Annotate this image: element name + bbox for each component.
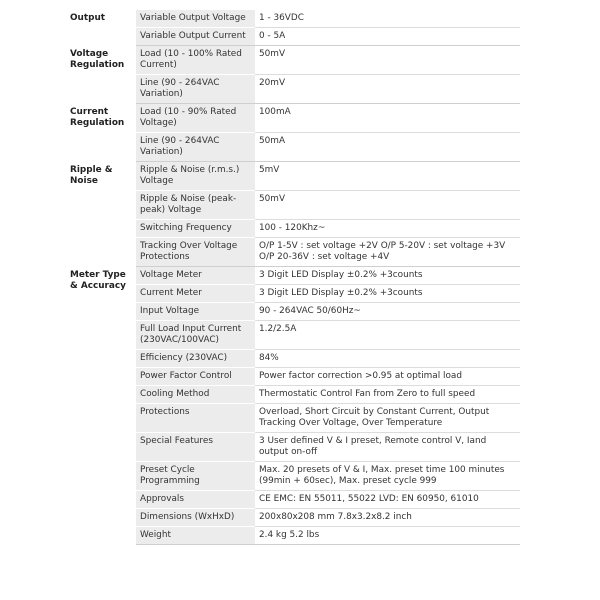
parameter-name: Line (90 - 264VAC Variation)	[136, 133, 255, 162]
category-label: Voltage Regulation	[70, 48, 125, 70]
parameter-name: Approvals	[136, 491, 255, 509]
parameter-name: Protections	[136, 404, 255, 433]
parameter-value: CE EMC: EN 55011, 55022 LVD: EN 60950, 61010	[255, 491, 520, 509]
table-row	[66, 10, 520, 28]
table-row	[66, 104, 520, 133]
parameter-name: Switching Frequency	[136, 220, 255, 238]
parameter-value: 50mV	[255, 191, 520, 220]
parameter-value: 3 User defined V & I preset, Remote control V, Iand output on-off	[255, 433, 520, 462]
parameter-name: Voltage Meter	[136, 267, 255, 285]
parameter-name: Ripple & Noise (peak-peak) Voltage	[136, 191, 255, 220]
parameter-value: Max. 20 presets of V & I, Max. preset time 100 minutes (99min + 60sec), Max. preset cycle 999	[255, 462, 520, 491]
specifications-table	[66, 10, 520, 545]
parameter-name: Load (10 - 100% Rated Current)	[136, 46, 255, 75]
parameter-value: 84%	[255, 350, 520, 368]
parameter-name: Full Load Input Current (230VAC/100VAC)	[136, 321, 255, 350]
parameter-name: Line (90 - 264VAC Variation)	[136, 75, 255, 104]
parameter-name: Special Features	[136, 433, 255, 462]
parameter-name: Preset Cycle Programming	[136, 462, 255, 491]
parameter-name: Power Factor Control	[136, 368, 255, 386]
category-label: Meter Type & Accuracy	[70, 269, 126, 291]
parameter-value: Thermostatic Control Fan from Zero to full speed	[255, 386, 520, 404]
parameter-value: O/P 1-5V : set voltage +2V O/P 5-20V : set voltage +3V O/P 20-36V : set voltage +4V	[255, 238, 520, 267]
parameter-value: 5mV	[255, 162, 520, 191]
parameter-name: Input Voltage	[136, 303, 255, 321]
parameter-name: Tracking Over Voltage Protections	[136, 238, 255, 267]
parameter-value: Power factor correction >0.95 at optimal load	[255, 368, 520, 386]
parameter-value: 1.2/2.5A	[255, 321, 520, 350]
parameter-value: 1 - 36VDC	[255, 10, 520, 28]
parameter-name: Efficiency (230VAC)	[136, 350, 255, 368]
parameter-name: Variable Output Voltage	[136, 10, 255, 28]
parameter-value: Overload, Short Circuit by Constant Current, Output Tracking Over Voltage, Over Temperature	[255, 404, 520, 433]
table-row	[66, 267, 520, 285]
parameter-name: Current Meter	[136, 285, 255, 303]
parameter-name: Cooling Method	[136, 386, 255, 404]
parameter-value: 100mA	[255, 104, 520, 133]
parameter-value: 3 Digit LED Display ±0.2% +3counts	[255, 267, 520, 285]
parameter-value: 100 - 120Khz~	[255, 220, 520, 238]
table-row	[66, 162, 520, 191]
parameter-value: 50mA	[255, 133, 520, 162]
parameter-name: Variable Output Current	[136, 28, 255, 46]
category-label: Output	[70, 13, 106, 23]
parameter-value: 3 Digit LED Display ±0.2% +3counts	[255, 285, 520, 303]
parameter-name: Weight	[136, 527, 255, 545]
parameter-value: 0 - 5A	[255, 28, 520, 46]
parameter-value: 50mV	[255, 46, 520, 75]
parameter-value: 20mV	[255, 75, 520, 104]
parameter-value: 200x80x208 mm 7.8x3.2x8.2 inch	[255, 509, 520, 527]
parameter-name: Dimensions (WxHxD)	[136, 509, 255, 527]
parameter-name: Ripple & Noise (r.m.s.) Voltage	[136, 162, 255, 191]
category-label: Current Regulation	[70, 106, 125, 128]
parameter-value: 90 - 264VAC 50/60Hz~	[255, 303, 520, 321]
parameter-value: 2.4 kg 5.2 lbs	[255, 527, 520, 545]
table-row	[66, 46, 520, 75]
category-label: Ripple & Noise	[70, 164, 113, 186]
parameter-name: Load (10 - 90% Rated Voltage)	[136, 104, 255, 133]
